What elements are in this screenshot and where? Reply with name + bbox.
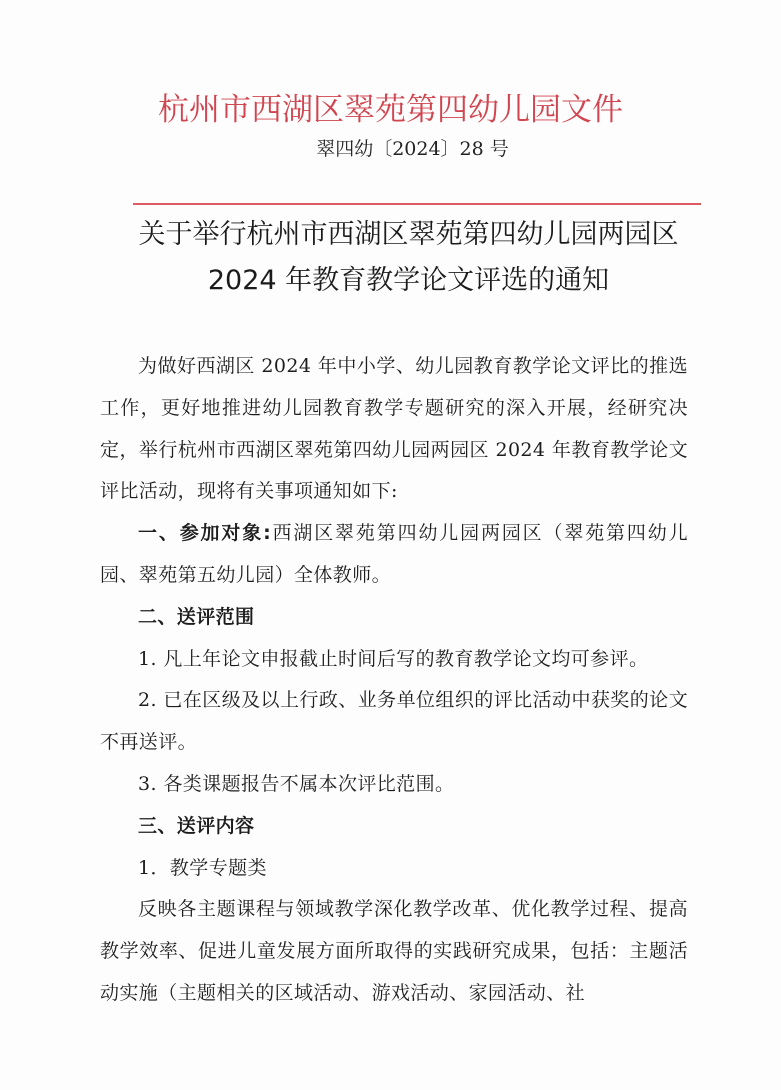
section-3-heading: 三、送评内容 <box>138 814 255 837</box>
section-1-heading: 一、参加对象: <box>138 522 272 545</box>
section-2-heading: 二、送评范围 <box>138 605 255 628</box>
notice-title <box>0 212 781 304</box>
notice-title-line-2: 2024 年教育教学论文评选的通知 <box>207 265 610 296</box>
section-3-item-1: 1．教学专题类 <box>138 856 267 879</box>
org-title: 杭州市西湖区翠苑第四幼儿园文件 <box>158 92 623 128</box>
section-2-item-1: 1. 凡上年论文申报截止时间后写的教育教学论文均可参评。 <box>138 647 649 670</box>
notice-title-line-1: 关于举行杭州市西湖区翠苑第四幼儿园两园区 <box>138 219 679 250</box>
section-2-item-3: 3. 各类课题报告不属本次评比范围。 <box>138 772 455 795</box>
intro-paragraph: 为做好西湖区 2024 年中小学、幼儿园教育教学论文评比的推选工作，更好地推进幼儿园教育教学专题研究的深入开展，经研究决定，举行杭州市西湖区翠苑第四幼儿园两园区 2024 年教育教学论文评比活动，现将有关事项通知如下: <box>100 355 688 503</box>
notice-body <box>100 346 688 1015</box>
section-2-item-2: 2. 已在区级及以上行政、业务单位组织的评比活动中获奖的论文不再送评。 <box>100 689 688 754</box>
section-3-item-1-text: 反映各主题课程与领域教学深化教学改革、优化教学过程、提高教学效率、促进儿童发展方面所取得的实践研究成果，包括：主题活动实施（主题相关的区域活动、游戏活动、家园活动、社 <box>100 898 688 1004</box>
document-number: 翠四幼〔2024〕28 号 <box>316 138 509 160</box>
red-divider-line <box>133 203 701 205</box>
section-1-paragraph <box>100 513 688 597</box>
section-1-text: 西湖区翠苑第四幼儿园两园区（翠苑第四幼儿园、翠苑第五幼儿园）全体教师。 <box>100 522 688 586</box>
